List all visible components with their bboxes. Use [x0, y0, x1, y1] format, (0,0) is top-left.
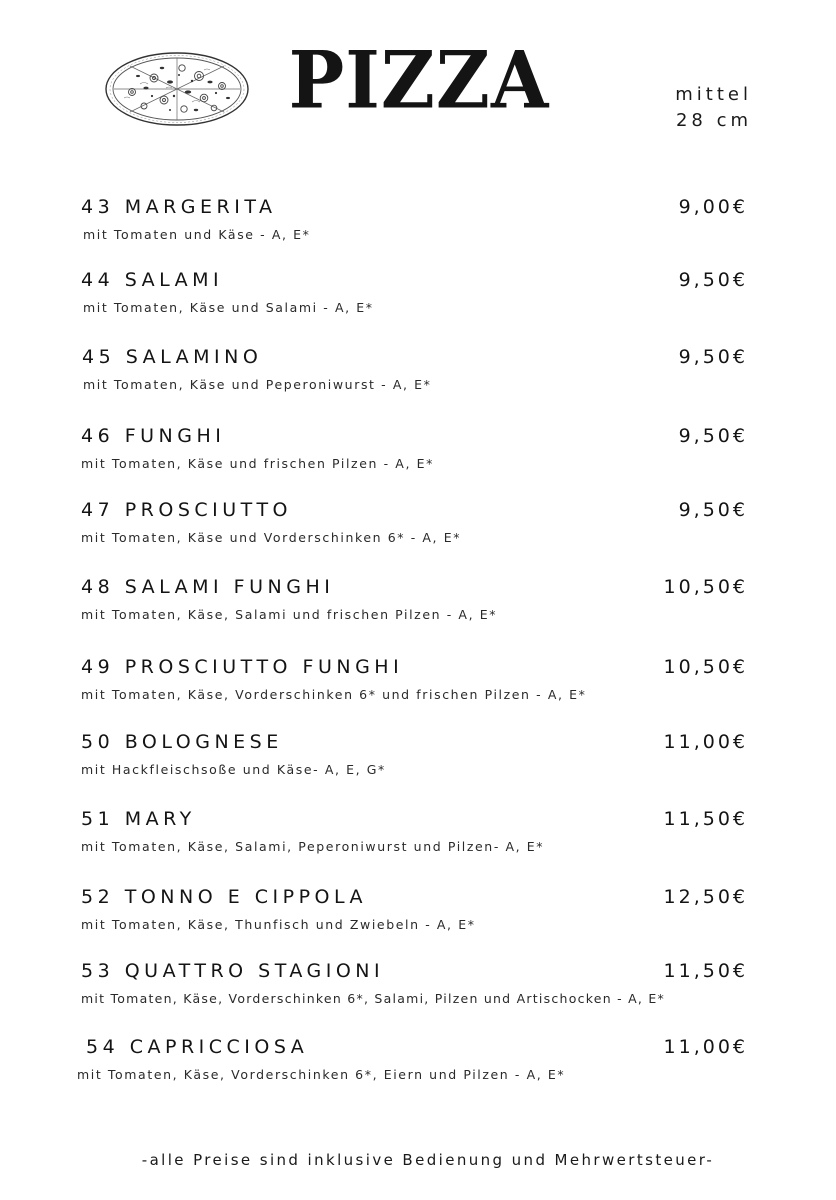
item-price: 9,00€ [678, 196, 748, 218]
item-price: 10,50€ [663, 656, 748, 678]
menu-item-salami [0, 268, 836, 328]
item-name: 54 CAPRICCIOSA [86, 1036, 309, 1058]
item-price: 9,50€ [678, 499, 748, 521]
item-description: mit Tomaten, Käse und frischen Pilzen - A, E* [81, 456, 434, 471]
menu-item-tonno-e-cippola [0, 885, 836, 945]
item-description: mit Tomaten, Käse und Peperoniwurst - A, E* [83, 377, 432, 392]
item-name: 50 BOLOGNESE [81, 731, 283, 753]
menu-item-capricciosa [0, 1035, 836, 1095]
item-name: 43 MARGERITA [81, 196, 277, 218]
item-name: 49 PROSCIUTTO FUNGHI [81, 656, 404, 678]
menu-item-mary [0, 807, 836, 867]
item-price: 9,50€ [678, 269, 748, 291]
item-name: 48 SALAMI FUNGHI [81, 576, 335, 598]
item-description: mit Tomaten und Käse - A, E* [83, 227, 311, 242]
item-price: 11,00€ [663, 731, 748, 753]
price-footnote: -alle Preise sind inklusive Bedienung und Mehrwertsteuer- [141, 1151, 715, 1169]
item-name: 52 TONNO E CIPPOLA [81, 886, 368, 908]
item-price: 12,50€ [663, 886, 748, 908]
item-name: 44 SALAMI [81, 269, 224, 291]
item-description: mit Tomaten, Käse, Vorderschinken 6*, Eiern und Pilzen - A, E* [77, 1067, 566, 1082]
item-description: mit Tomaten, Käse, Salami und frischen Pilzen - A, E* [81, 607, 498, 622]
menu-item-margerita [0, 195, 836, 255]
item-name: 53 QUATTRO STAGIONI [81, 960, 385, 982]
item-description: mit Tomaten, Käse, Vorderschinken 6*, Salami, Pilzen und Artischocken - A, E* [81, 991, 665, 1006]
item-description: mit Tomaten, Käse, Thunfisch und Zwiebeln - A, E* [81, 917, 476, 932]
item-price: 11,50€ [663, 808, 748, 830]
item-price: 11,00€ [663, 1036, 748, 1058]
item-description: mit Tomaten, Käse, Vorderschinken 6* und frischen Pilzen - A, E* [81, 687, 587, 702]
menu-item-quattro-stagioni [0, 959, 836, 1019]
menu-item-salamino [0, 345, 836, 405]
item-description: mit Hackfleischsoße und Käse- A, E, G* [81, 762, 386, 777]
pizza-sketch-icon [104, 48, 250, 130]
item-description: mit Tomaten, Käse und Vorderschinken 6* - A, E* [81, 530, 462, 545]
menu-item-funghi [0, 424, 836, 484]
item-description: mit Tomaten, Käse und Salami - A, E* [83, 300, 374, 315]
item-name: 47 PROSCIUTTO [81, 499, 293, 521]
menu-item-prosciutto-funghi [0, 655, 836, 715]
page-title: PIZZA [288, 35, 550, 127]
size-label [640, 82, 752, 134]
menu-item-salami-funghi [0, 575, 836, 635]
menu-item-prosciutto [0, 498, 836, 558]
item-price: 9,50€ [678, 346, 748, 368]
size-label-diameter: 28 cm [675, 110, 752, 131]
item-name: 51 MARY [81, 808, 196, 830]
menu-item-bolognese [0, 730, 836, 790]
item-description: mit Tomaten, Käse, Salami, Peperoniwurst und Pilzen- A, E* [81, 839, 545, 854]
item-price: 11,50€ [663, 960, 748, 982]
item-price: 10,50€ [663, 576, 748, 598]
item-name: 45 SALAMINO [82, 346, 263, 368]
item-price: 9,50€ [678, 425, 748, 447]
size-label-name: mittel [675, 84, 752, 105]
item-name: 46 FUNGHI [81, 425, 226, 447]
